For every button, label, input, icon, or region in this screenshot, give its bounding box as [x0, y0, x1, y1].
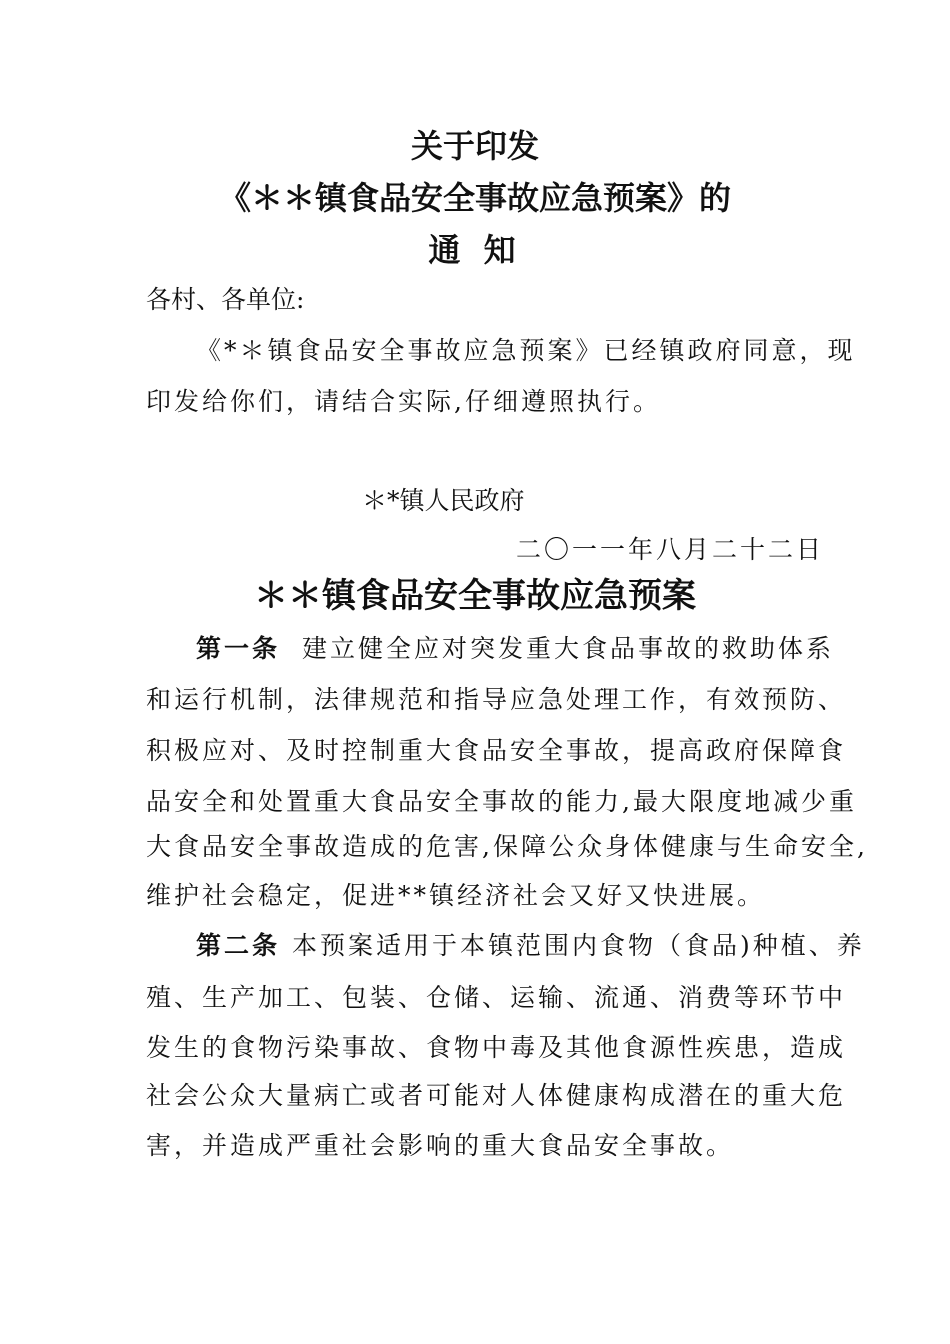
article-2-line: 发生的食物污染事故、食物中毒及其他食源性疾患，造成 — [146, 1033, 847, 1062]
notice-title-line-1: 关于印发 — [410, 127, 539, 165]
article-1-line: 品安全和处置重大食品安全事故的能力,最大限度地减少重 — [146, 787, 857, 816]
article-2-line: 害，并造成严重社会影响的重大食品安全事故。 — [146, 1131, 735, 1160]
article-1-first-line — [196, 633, 834, 665]
article-1-label: 第一条 — [196, 634, 281, 663]
article-1-line: 建立健全应对突发重大食品事故的救助体系 — [302, 634, 835, 663]
issue-date: 二〇一一年八月二十二日 — [516, 535, 825, 564]
article-2-label: 第二条 — [196, 931, 281, 960]
salutation: 各村、各单位: — [146, 285, 305, 314]
article-1-line: 积极应对、及时控制重大食品安全事故，提高政府保障食 — [146, 736, 847, 765]
article-1-line: 大食品安全事故造成的危害,保障公众身体健康与生命安全, — [146, 832, 868, 861]
notice-title-line-3: 通 知 — [428, 231, 522, 269]
article-2-line: 社会公众大量病亡或者可能对人体健康构成潜在的重大危 — [146, 1081, 847, 1110]
article-2-line: 本预案适用于本镇范围内食物（食品)种植、养 — [292, 931, 865, 960]
notice-title-line-2: 《＊＊镇食品安全事故应急预案》的 — [218, 179, 731, 217]
article-2-first-line — [196, 930, 865, 962]
article-1-line: 维护社会稳定，促进**镇经济社会又好又快进展。 — [146, 881, 766, 910]
issuer: ＊*镇人民政府 — [362, 486, 525, 515]
notice-body-line-2: 印发给你们，请结合实际,仔细遵照执行。 — [146, 387, 661, 416]
notice-body-line-1: 《*＊镇食品安全事故应急预案》已经镇政府同意，现 — [196, 336, 856, 365]
plan-title: ＊＊镇食品安全事故应急预案 — [254, 576, 696, 616]
article-2-line: 殖、生产加工、包装、仓储、运输、流通、消费等环节中 — [146, 983, 847, 1012]
article-1-line: 和运行机制，法律规范和指导应急处理工作，有效预防、 — [146, 685, 847, 714]
